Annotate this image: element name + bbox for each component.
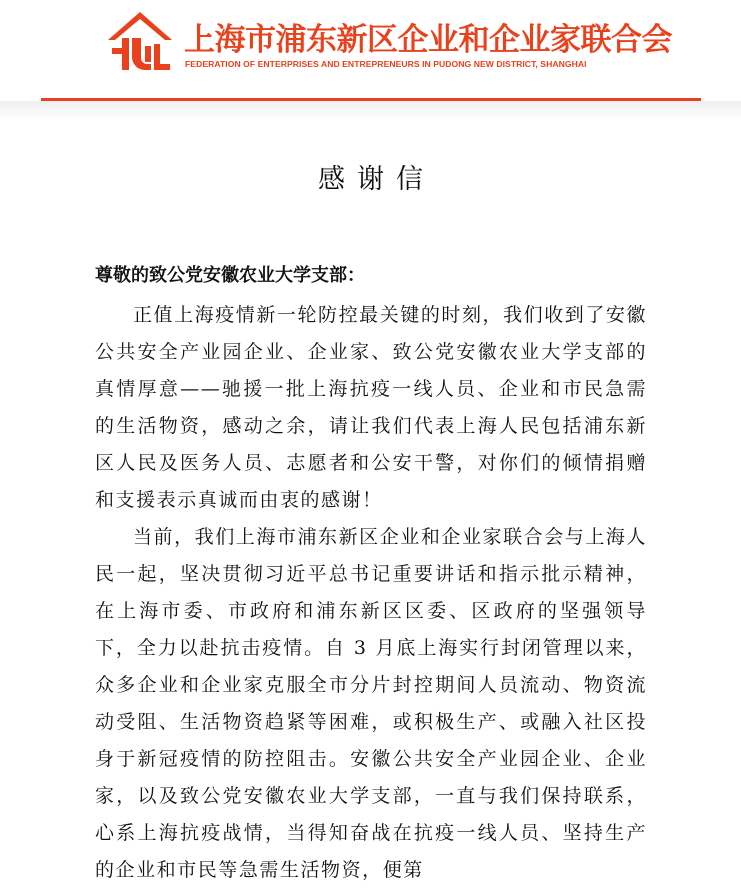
org-name-chinese: 上海市浦东新区企业和企业家联合会 <box>184 22 672 58</box>
house-ql-logo-icon <box>106 10 174 72</box>
letter-paragraph: 当前，我们上海市浦东新区企业和企业家联合会与上海人民一起，坚决贯彻习近平总书记重要讲话和指示批示精神，在上海市委、市政府和浦东新区区委、区政府的坚强领导下，全力以赴抗击疫情。自 3 月底上海实行封闭管理以来，众多企业和企业家克服全市分片封控期间人员流动、物资流动受阻、生活物资趋紧等困难，或积极生产、或融入社区投身于新冠疫情的防控阻击。安徽公共安全产业园企业、企业家，以及致公党安徽农业大学支部，一直与我们保持联系，心系上海抗疫战情，当得知奋战在抗疫一线人员、坚持生产的企业和市民等急需生活物资，便第 <box>95 526 647 881</box>
letter-body <box>95 297 647 889</box>
letter-title: 感谢信 <box>318 164 435 195</box>
letterhead <box>0 0 741 100</box>
org-name-english: FEDERATION OF ENTERPRISES AND ENTREPRENEURS IN PUDONG NEW DISTRICT, SHANGHAI <box>185 59 587 69</box>
letter-salutation: 尊敬的致公党安徽农业大学支部： <box>95 265 365 286</box>
letter-paragraph: 正值上海疫情新一轮防控最关键的时刻，我们收到了安徽公共安全产业园企业、企业家、致公党安徽农业大学支部的真情厚意——驰援一批上海抗疫一线人员、企业和市民急需的生活物资，感动之余，请让我们代表上海人民包括浦东新区人民及医务人员、志愿者和公安干警，对你们的倾情捐赠和支援表示真诚而由衷的感谢！ <box>95 304 647 511</box>
header-shadow-band <box>0 101 741 121</box>
